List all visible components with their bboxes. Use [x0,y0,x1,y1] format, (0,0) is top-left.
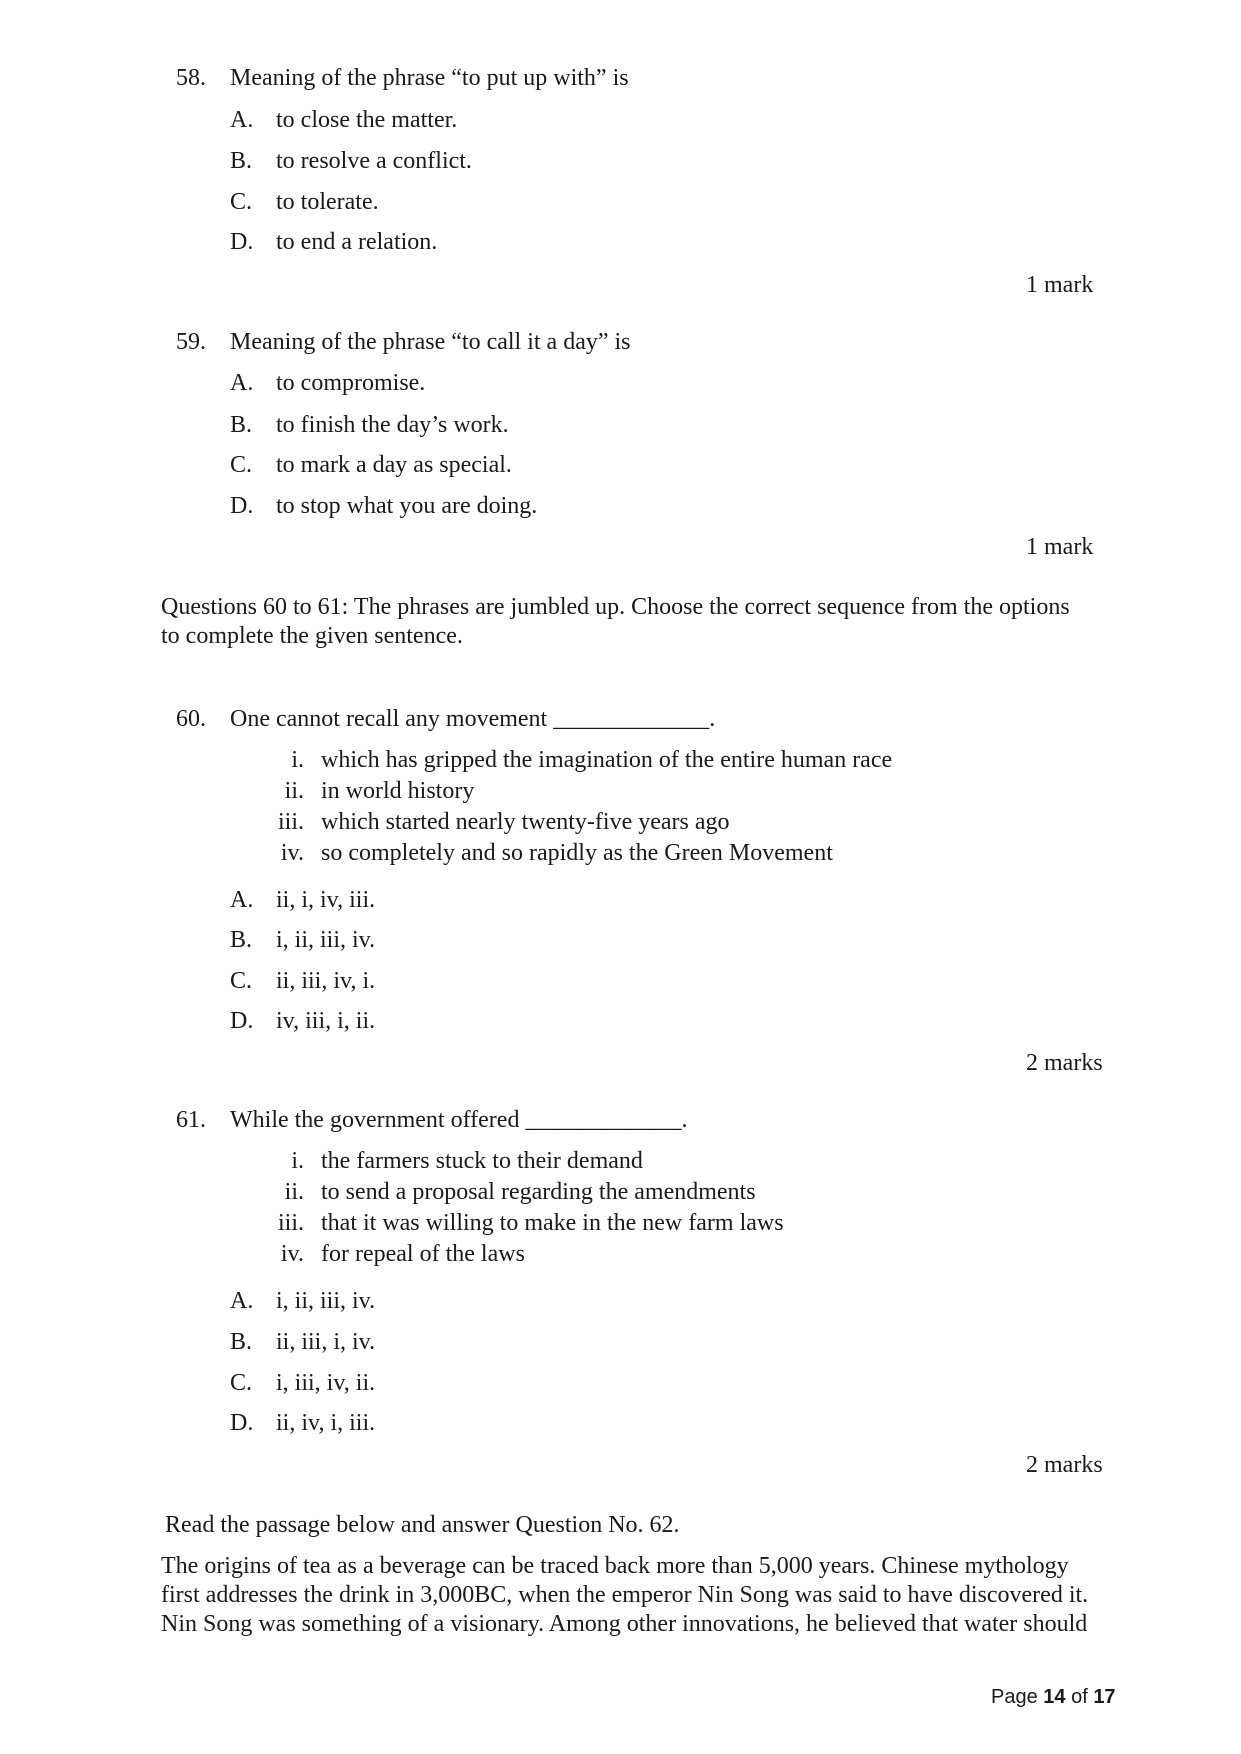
option-text: i, ii, iii, iv. [276,1288,376,1314]
question-number: 61. [176,1107,206,1133]
option-text: to end a relation. [276,229,438,255]
question-text: Meaning of the phrase “to put up with” is [230,65,629,91]
question-number: 58. [176,65,206,91]
phrase-number: iii. [277,809,304,835]
phrase-text: that it was willing to make in the new farm laws [321,1210,784,1236]
question-text: One cannot recall any movement _____________. [230,706,716,732]
option-text: ii, iii, i, iv. [276,1329,376,1355]
marks-label: 1 mark [1026,272,1094,298]
total-pages: 17 [1093,1686,1116,1708]
phrase-number: iv. [280,840,304,866]
phrase-number: i. [291,747,304,773]
option-letter: C. [230,1370,253,1396]
option-letter: D. [230,229,254,255]
option-text: to close the matter. [276,107,458,133]
option-text: ii, iv, i, iii. [276,1410,376,1436]
option-letter: C. [230,968,253,994]
passage-line: The origins of tea as a beverage can be traced back more than 5,000 years. Chinese mythology [161,1553,1069,1579]
passage-line: Nin Song was something of a visionary. Among other innovations, he believed that water should [161,1611,1088,1637]
phrase-text: for repeal of the laws [321,1241,525,1267]
question-text: While the government offered _____________. [230,1107,688,1133]
option-letter: A. [230,1288,254,1314]
question-number: 60. [176,706,206,732]
option-letter: A. [230,107,254,133]
option-letter: D. [230,1410,254,1436]
option-letter: D. [230,493,254,519]
option-text: iv, iii, i, ii. [276,1008,376,1034]
phrase-text: in world history [321,778,475,804]
option-text: ii, i, iv, iii. [276,887,376,913]
option-text: to resolve a conflict. [276,148,472,174]
option-letter: B. [230,1329,253,1355]
phrase-number: ii. [284,1179,304,1205]
option-letter: B. [230,412,253,438]
current-page: 14 [1043,1686,1066,1708]
page-of-label: of [1065,1686,1094,1708]
marks-label: 2 marks [1026,1452,1103,1478]
option-letter: B. [230,927,253,953]
option-text: i, ii, iii, iv. [276,927,376,953]
page-footer [991,1686,1116,1709]
option-letter: B. [230,148,253,174]
option-letter: D. [230,1008,254,1034]
option-text: ii, iii, iv, i. [276,968,376,994]
marks-label: 2 marks [1026,1050,1103,1076]
question-number: 59. [176,329,206,355]
option-text: to finish the day’s work. [276,412,509,438]
marks-label: 1 mark [1026,534,1094,560]
instructions-line-1: Questions 60 to 61: The phrases are jumbled up. Choose the correct sequence from the options [161,594,1070,620]
phrase-number: iii. [277,1210,304,1236]
phrase-text: which has gripped the imagination of the entire human race [321,747,893,773]
passage-line: first addresses the drink in 3,000BC, when the emperor Nin Song was said to have discovered it. [161,1582,1089,1608]
option-letter: C. [230,189,253,215]
phrase-number: iv. [280,1241,304,1267]
option-text: to mark a day as special. [276,452,512,478]
phrase-text: which started nearly twenty-five years ago [321,809,730,835]
phrase-text: the farmers stuck to their demand [321,1148,643,1174]
option-text: to stop what you are doing. [276,493,538,519]
option-letter: C. [230,452,253,478]
instructions-line-2: to complete the given sentence. [161,623,463,649]
option-text: i, iii, iv, ii. [276,1370,376,1396]
page-label: Page [991,1686,1044,1708]
question-text: Meaning of the phrase “to call it a day” is [230,329,631,355]
option-text: to tolerate. [276,189,379,215]
phrase-number: ii. [284,778,304,804]
option-letter: A. [230,370,254,396]
option-letter: A. [230,887,254,913]
phrase-text: to send a proposal regarding the amendments [321,1179,756,1205]
option-text: to compromise. [276,370,426,396]
phrase-number: i. [291,1148,304,1174]
passage-intro: Read the passage below and answer Question No. 62. [165,1512,680,1538]
phrase-text: so completely and so rapidly as the Green Movement [321,840,833,866]
